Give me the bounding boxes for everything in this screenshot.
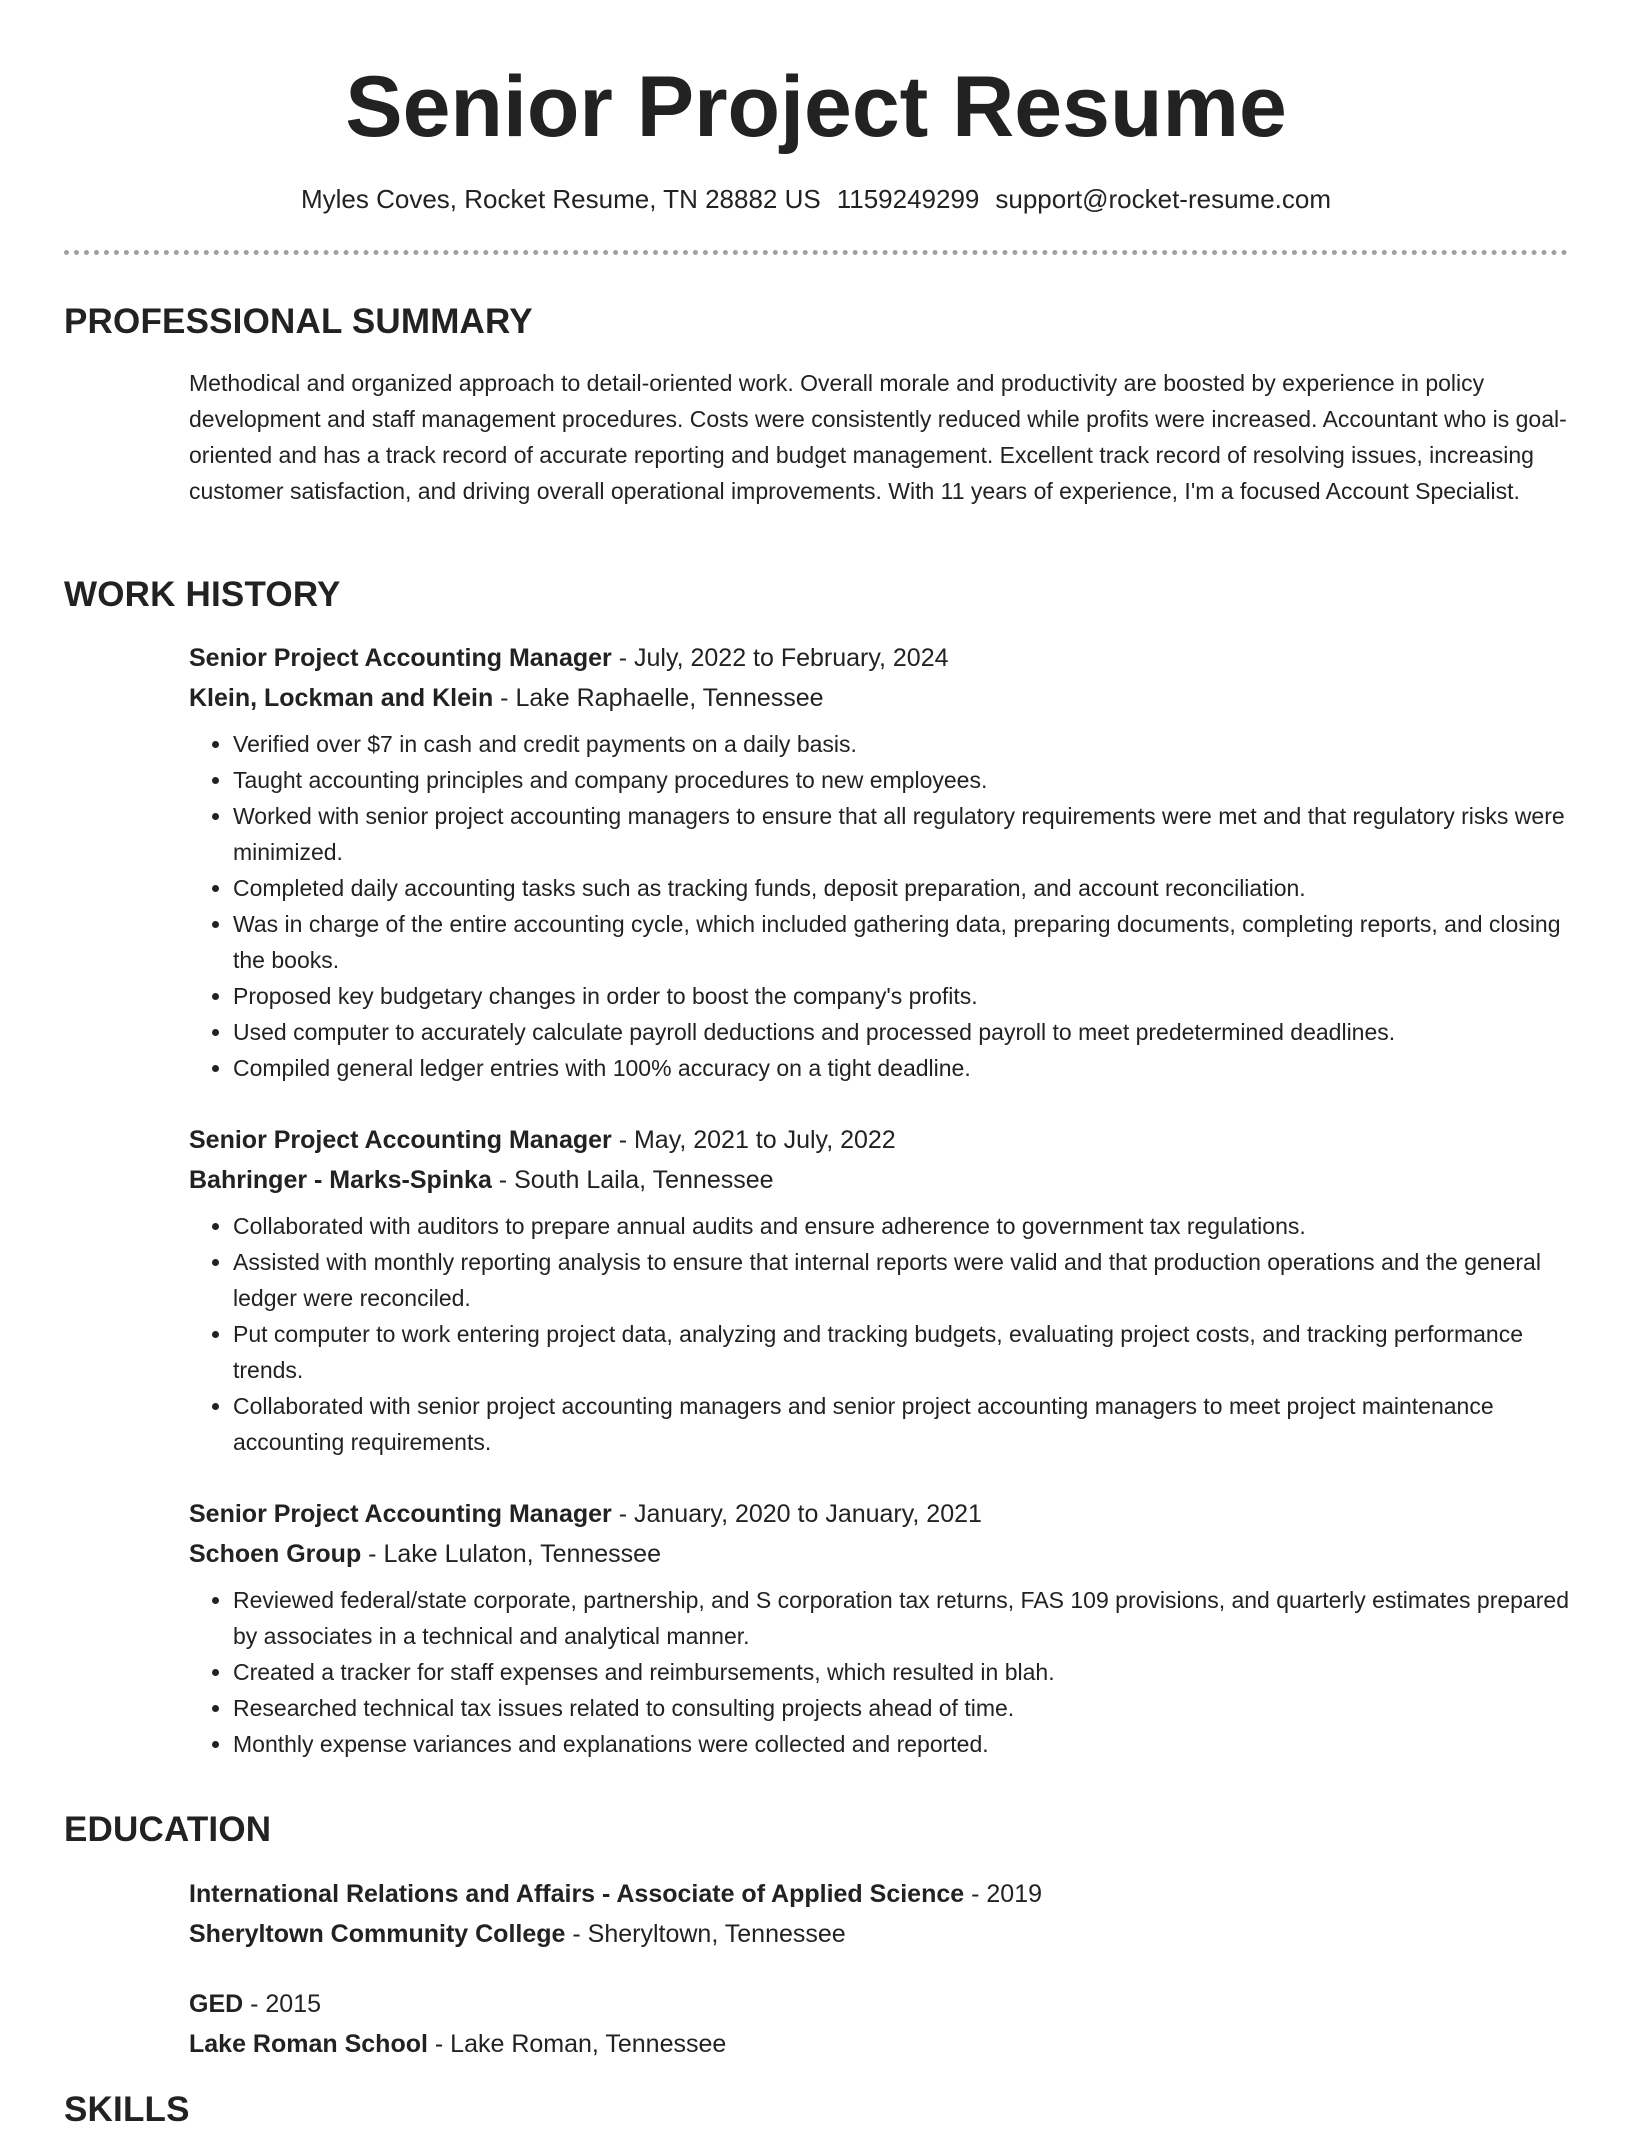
job-bullet: • Researched technical tax issues related to consulting projects ahead of time. — [233, 1690, 1569, 1726]
education-section — [189, 1874, 1569, 2094]
education-degree-line — [189, 1984, 1569, 2024]
job-company: Schoen Group — [189, 1540, 362, 1568]
education-entry — [189, 1984, 1569, 2064]
page-title: Senior Project Resume — [345, 59, 1287, 155]
job-bullets — [189, 726, 1569, 1086]
education-year: - 2015 — [243, 1990, 322, 2018]
job-location: - Lake Lulaton, Tennessee — [361, 1540, 661, 1568]
education-school: Sheryltown Community College — [189, 1920, 566, 1948]
job-entry — [189, 638, 1569, 1086]
summary-text: Methodical and organized approach to detail-oriented work. Overall morale and productivity are boosted by experience in policy development and staff management procedures. Costs were consistently reduced while profits were increased. Accountant who is goal-oriented and has a track record of accurate reporting and budget management. Excellent track record of resolving issues, increasing customer satisfaction, and driving overall operational improvements. With 11 years of experience, I'm a focused Account Specialist. — [189, 370, 1567, 504]
summary-heading: PROFESSIONAL SUMMARY — [64, 302, 533, 341]
summary-section — [189, 365, 1569, 509]
education-degree: International Relations and Affairs - Associate of Applied Science — [189, 1880, 965, 1908]
job-entry — [189, 1494, 1569, 1762]
job-bullet: • Verified over $7 in cash and credit payments on a daily basis. — [233, 726, 1569, 762]
job-title: Senior Project Accounting Manager — [189, 644, 612, 672]
job-title-line — [189, 1120, 1569, 1160]
education-heading: EDUCATION — [64, 1810, 272, 1849]
job-bullet: • Completed daily accounting tasks such as tracking funds, deposit preparation, and account reconciliation. — [233, 870, 1569, 906]
job-bullet: • Was in charge of the entire accounting cycle, which included gathering data, preparing documents, completing reports, and closing the books. — [233, 906, 1569, 978]
job-bullet: • Collaborated with senior project accounting managers and senior project accounting managers to meet project maintenance accounting requirements. — [233, 1388, 1569, 1460]
contact-line — [0, 182, 1632, 216]
job-company-line — [189, 678, 1569, 718]
job-location: - South Laila, Tennessee — [491, 1166, 774, 1194]
job-bullet: • Put computer to work entering project data, analyzing and tracking budgets, evaluating project costs, and tracking performance trends. — [233, 1316, 1569, 1388]
job-title-line — [189, 638, 1569, 678]
job-title: Senior Project Accounting Manager — [189, 1126, 612, 1154]
job-bullet: • Monthly expense variances and explanations were collected and reported. — [233, 1726, 1569, 1762]
job-company: Klein, Lockman and Klein — [189, 684, 494, 712]
job-bullets — [189, 1208, 1569, 1460]
contact-phone: 1159249299 — [836, 184, 980, 214]
work-history-section — [189, 638, 1569, 1796]
skills-heading: SKILLS — [64, 2090, 190, 2129]
job-entry — [189, 1120, 1569, 1460]
job-bullet: • Created a tracker for staff expenses and reimbursements, which resulted in blah. — [233, 1654, 1569, 1690]
education-location: - Sheryltown, Tennessee — [565, 1920, 846, 1948]
education-school-line — [189, 1914, 1569, 1954]
job-dates: - July, 2022 to February, 2024 — [611, 644, 949, 672]
education-year: - 2019 — [964, 1880, 1043, 1908]
work-history-heading: WORK HISTORY — [64, 575, 341, 614]
job-bullet: • Collaborated with auditors to prepare annual audits and ensure adherence to government tax regulations. — [233, 1208, 1569, 1244]
education-degree: GED — [189, 1990, 244, 2018]
job-bullet: • Taught accounting principles and company procedures to new employees. — [233, 762, 1569, 798]
job-title-line — [189, 1494, 1569, 1534]
job-title: Senior Project Accounting Manager — [189, 1500, 612, 1528]
job-dates: - January, 2020 to January, 2021 — [611, 1500, 982, 1528]
job-company-line — [189, 1160, 1569, 1200]
job-dates: - May, 2021 to July, 2022 — [611, 1126, 896, 1154]
education-location: - Lake Roman, Tennessee — [427, 2030, 727, 2058]
education-entry — [189, 1874, 1569, 1954]
job-bullet: • Reviewed federal/state corporate, partnership, and S corporation tax returns, FAS 109 provisions, and quarterly estimates prepared by associates in a technical and analytical manner. — [233, 1582, 1569, 1654]
job-bullet: • Proposed key budgetary changes in order to boost the company's profits. — [233, 978, 1569, 1014]
job-bullets — [189, 1582, 1569, 1762]
job-bullet: • Used computer to accurately calculate payroll deductions and processed payroll to meet predetermined deadlines. — [233, 1014, 1569, 1050]
job-bullet: • Worked with senior project accounting managers to ensure that all regulatory requirements were met and that regulatory risks were minimized. — [233, 798, 1569, 870]
education-school: Lake Roman School — [189, 2030, 428, 2058]
job-location: - Lake Raphaelle, Tennessee — [493, 684, 824, 712]
contact-email: support@rocket-resume.com — [995, 184, 1332, 214]
job-bullet: • Compiled general ledger entries with 100% accuracy on a tight deadline. — [233, 1050, 1569, 1086]
header-divider — [64, 250, 1568, 255]
education-degree-line — [189, 1874, 1569, 1914]
contact-address: Myles Coves, Rocket Resume, TN 28882 US — [300, 184, 821, 214]
job-company-line — [189, 1534, 1569, 1574]
job-bullet: • Assisted with monthly reporting analysis to ensure that internal reports were valid and that production operations and the general ledger were reconciled. — [233, 1244, 1569, 1316]
job-company: Bahringer - Marks-Spinka — [189, 1166, 492, 1194]
education-school-line — [189, 2024, 1569, 2064]
